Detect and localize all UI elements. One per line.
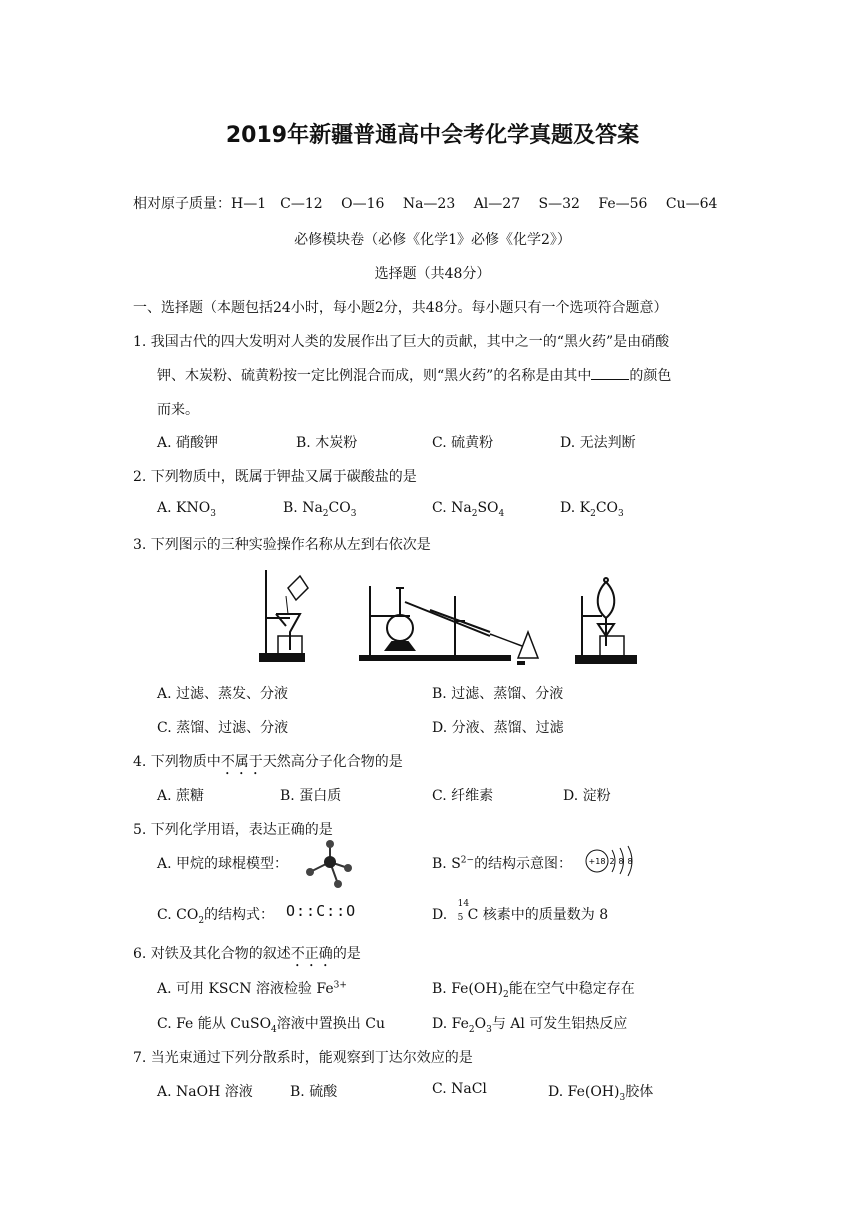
nucleus-charge: +18 <box>588 857 606 866</box>
q6-option-c: C. Fe 能从 CuSO$_4$溶液中置换出 Cu <box>157 1016 385 1035</box>
q4-option-b: B. 蛋白质 <box>280 788 342 804</box>
q5-option-d: D. 14 5 C 核素中的质量数为 8 <box>432 899 609 923</box>
q3-option-c: C. 蒸馏、过滤、分液 <box>157 720 289 736</box>
q6-option-a: A. 可用 KSCN 溶液检验 $Fe^{3+}$ <box>157 980 347 997</box>
q5-option-a: A. 甲烷的球棍模型： <box>157 856 289 872</box>
q4-stem: 4. 下列物质中不属于天然高分子化合物的是 <box>133 754 403 770</box>
section-title: 选择题（共48分） <box>374 266 491 282</box>
q6-option-d: D. $Fe_2O_3$与 Al 可发生铝热反应 <box>432 1016 628 1035</box>
co2-electron-formula: O::C::O <box>286 902 357 920</box>
module-title: 必修模块卷（必修《化学1》必修《化学2》） <box>294 232 571 248</box>
q3-option-a: A. 过滤、蒸发、分液 <box>157 686 289 702</box>
q4-option-d: D. 淀粉 <box>563 788 611 804</box>
lab-apparatus-figure <box>250 566 640 668</box>
separatory-funnel-apparatus <box>576 578 636 663</box>
q2-option-b: B. $Na_2CO_3$ <box>283 500 357 519</box>
q5-option-b: B. $S^{2-}$的结构示意图： <box>432 855 573 872</box>
instruction: 一、选择题（本题包括24小时，每小题2分，共48分。每小题只有一个选项符合题意） <box>133 300 668 316</box>
q2-option-d: D. $K_2CO_3$ <box>560 500 624 519</box>
q1-option-a: A. 硝酸钾 <box>157 435 219 451</box>
q1-stem-line1: 1. 我国古代的四大发明对人类的发展作出了巨大的贡献，其中之一的“黑火药”是由硝酸 <box>133 334 670 350</box>
q3-option-b: B. 过滤、蒸馏、分液 <box>432 686 564 702</box>
q1-option-d: D. 无法判断 <box>560 435 636 451</box>
page-title: 2019年新疆普通高中会考化学真题及答案 <box>225 123 640 148</box>
q1-stem-line3: 而来。 <box>157 402 199 418</box>
q2-option-c: C. $Na_2SO_4$ <box>432 500 505 519</box>
q1-stem-line2: 钾、木炭粉、硫黄粉按一定比例混合而成，则“黑火药”的名称是由其中 的颜色 <box>157 368 672 384</box>
sulfide-ion-structure-diagram <box>582 844 642 878</box>
mass-number: 14 <box>457 899 470 909</box>
q3-option-d: D. 分液、蒸馏、过滤 <box>432 720 564 736</box>
atomic-masses: 相对原子质量：H—1 C—12 O—16 Na—23 Al—27 S—32 Fe—56 Cu—64 <box>133 196 718 212</box>
shell-1-electrons: 2 <box>609 857 615 866</box>
q1-option-c: C. 硫黄粉 <box>432 435 494 451</box>
distillation-apparatus <box>360 586 538 664</box>
q4-option-a: A. 蔗糖 <box>157 788 205 804</box>
methane-ball-stick-model <box>300 838 360 892</box>
q5-stem: 5. 下列化学用语，表达正确的是 <box>133 822 333 838</box>
q7-option-a: A. NaOH 溶液 <box>157 1084 253 1100</box>
q7-option-b: B. 硫酸 <box>290 1084 338 1100</box>
q6-option-b: B. $Fe(OH)_2$能在空气中稳定存在 <box>432 981 635 1000</box>
q2-option-a: A. $KNO_3$ <box>157 500 216 519</box>
q5-option-c: C. $CO_2$的结构式： <box>157 907 275 926</box>
q6-stem: 6. 对铁及其化合物的叙述不正确的是 <box>133 946 361 962</box>
q2-stem: 2. 下列物质中，既属于钾盐又属于碳酸盐的是 <box>133 469 417 485</box>
shell-3-electrons: 8 <box>627 857 633 866</box>
q4-option-c: C. 纤维素 <box>432 788 494 804</box>
shell-2-electrons: 8 <box>618 857 624 866</box>
atomic-number: 5 <box>457 913 464 923</box>
q1-option-b: B. 木炭粉 <box>296 435 358 451</box>
q7-stem: 7. 当光束通过下列分散系时，能观察到丁达尔效应的是 <box>133 1050 473 1066</box>
q7-option-c: C. NaCl <box>432 1081 487 1097</box>
q7-option-d: D. $Fe(OH)_3$胶体 <box>548 1084 654 1103</box>
answer-blank <box>591 367 629 380</box>
q3-stem: 3. 下列图示的三种实验操作名称从左到右依次是 <box>133 537 431 553</box>
filtration-apparatus <box>260 570 308 661</box>
